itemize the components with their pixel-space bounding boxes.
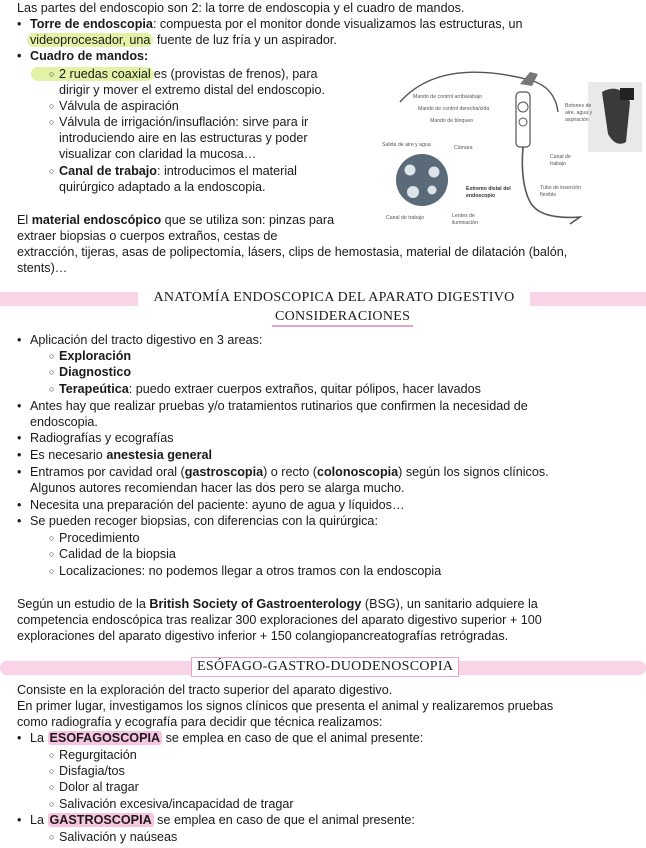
material-label: material endoscópico [31, 213, 162, 227]
endoscope-diagram [380, 62, 642, 232]
material-pre: El [17, 213, 32, 227]
list-item [30, 464, 549, 480]
label-canal-2: trabajo [550, 161, 566, 167]
label-tubo: Tubo de inserción [540, 185, 582, 191]
list-item [30, 730, 423, 746]
material-text: que se utiliza son: pinzas para [161, 213, 335, 227]
label-canal-trabajo: Canal de trabajo [386, 215, 425, 221]
label-mando-bloqueo: Mando de bloqueo [430, 118, 473, 124]
label-mando-derecha: Mando de control derecha/izda [418, 106, 490, 112]
list-item [30, 812, 415, 828]
label-botones-2: aire, agua y [565, 110, 593, 116]
list-subitem: ○ Diagnostico [59, 364, 131, 380]
list-subitem: ○ Regurgitación [59, 747, 137, 763]
list-item: • Aplicación del tracto digestivo en 3 areas: [30, 332, 262, 348]
canal-label: Canal de trabajo [59, 164, 157, 178]
bsg-rest: (BSG), un sanitario adquiere la [361, 597, 538, 611]
label-mando-arriba: Mando de control arriba/abajo [413, 94, 482, 100]
control-knob-shape [520, 72, 538, 86]
list-item-cont: Algunos autores recomiendan hacer las dos pero se alarga mucho. [30, 481, 405, 495]
canal-cont: quirúrgico adaptado a la endoscopia. [59, 180, 266, 194]
anestesia-pre: Es necesario [30, 448, 107, 462]
valvula-irrigacion: ○ Válvula de irrigación/insuflación: sirve para ir [59, 114, 308, 130]
material-l2: extraer biopsias o cuerpos extraños, cestas de [17, 229, 278, 243]
list-subitem: ○ Localizaciones: no podemos llegar a otros tramos con la endoscopia [59, 563, 441, 579]
bsg-paragraph [17, 596, 538, 612]
paragraph: Consiste en la exploración del tracto superior del aparato digestivo. [17, 683, 393, 697]
terapeutica-text: : puedo extraer cuerpos extraños, quitar pólipos, hacer lavados [128, 382, 481, 396]
bsg-paragraph-l3: exploraciones del aparato digestivo inferior + 150 colangiopancreatografías retrógradas. [17, 629, 509, 643]
esof-pre: La [30, 731, 48, 745]
label-botones-3: aspiración [565, 117, 589, 123]
list-subitem: ○ Calidad de la biopsia [59, 546, 176, 562]
material-line [17, 212, 334, 228]
list-subitem: ○ Salivación excesiva/incapacidad de tragar [59, 796, 294, 812]
list-item-cont: endoscopia. [30, 415, 98, 429]
tip-lens-shape [429, 167, 440, 178]
list-item: • Se pueden recoger biopsias, con diferencias con la quirúrgica: [30, 513, 378, 529]
label-canal: Canal de [550, 154, 571, 160]
material-l3: extracción, tijeras, asas de polipectomía, lásers, clips de hemostasia, material de dilatación (balón, [17, 245, 568, 259]
list-subitem [59, 381, 481, 397]
material-l4: stents)… [17, 261, 68, 275]
torre-highlight: videoprocesador, una [27, 33, 153, 47]
gastroscopia-highlight: GASTROSCOPIA [49, 813, 152, 827]
ruedas-cont: dirigir y mover el extremo distal del endoscopio. [59, 83, 325, 97]
label-extremo: Extremo distal del [466, 186, 511, 192]
torre-label: Torre de endoscopia [30, 17, 153, 31]
bsg-pre: Según un estudio de la [17, 597, 150, 611]
label-lentes-2: iluminación [452, 220, 478, 226]
gas-pre: La [30, 813, 48, 827]
torre-text: : compuesta por el monitor donde visualizamos las estructuras, un [152, 17, 523, 31]
list-item [30, 447, 212, 463]
list-subitem: ○ Dolor al tragar [59, 779, 139, 795]
valvula-irrigacion-l3: visualizar con claridad la mucosa… [59, 147, 257, 161]
intro-line: Las partes del endoscopio son 2: la torre de endoscopia y el cuadro de mandos. [17, 1, 465, 15]
list-subitem: ○ Disfagia/tos [59, 763, 125, 779]
entrada-pre: Entramos por cavidad oral ( [30, 465, 185, 479]
section-title: ANATOMÍA ENDOSCOPICA DEL APARATO DIGESTIVO [138, 290, 530, 306]
list-item: • Necesita una preparación del paciente: ayuno de agua y líquidos… [30, 497, 405, 513]
tip-lens-shape [405, 165, 416, 176]
esof-rest: se emplea en caso de que el animal presente: [162, 731, 424, 745]
list-item: • Radiografías y ecografías [30, 430, 174, 446]
canal-item [59, 163, 297, 179]
list-item: • Antes hay que realizar pruebas y/o tratamientos rutinarios que confirmen la necesidad de [30, 398, 528, 414]
ruedas-highlight: 2 ruedas coaxial [31, 67, 154, 81]
gastroscopia-term: gastroscopia [184, 465, 264, 479]
tip-lens-shape [428, 186, 437, 195]
entrada-end: ) según los signos clínicos. [398, 465, 549, 479]
paragraph: como radiografía y ecografía para decidir que técnica realizamos: [17, 715, 383, 729]
endoscope-photo-shape [620, 88, 634, 100]
valvula-irrigacion-l2: introduciendo aire en las estructuras y poder [59, 131, 308, 145]
ruedas-item [59, 66, 318, 82]
colonoscopia-term: colonoscopia [316, 465, 399, 479]
list-subitem: ○ Salivación y naúseas [59, 829, 177, 845]
bsg-name: British Society of Gastroenterology [149, 597, 362, 611]
control-body-shape [516, 92, 530, 147]
torre-item [30, 16, 523, 32]
list-subitem: ○ Procedimiento [59, 530, 140, 546]
label-tubo-2: flexible [540, 192, 557, 198]
paragraph: En primer lugar, investigamos los signos clínicos que presenta el animal y realizaremos pruebas [17, 699, 554, 713]
entrada-mid: ) o recto ( [263, 465, 317, 479]
list-subitem: ○ Exploración [59, 348, 131, 364]
bsg-paragraph-l2: competencia endoscópica tras realizar 300 exploraciones del aparato digestivo superior + 100 [17, 613, 542, 627]
section-subtitle: CONSIDERACIONES [272, 309, 413, 327]
label-lentes: Lentes de [452, 213, 475, 219]
canal-text: : introducimos el material [156, 164, 297, 178]
label-extremo-2: endoscopio [466, 193, 496, 199]
terapeutica-label: Terapeútica [59, 382, 129, 396]
label-salida: Salida de aire y agua [382, 142, 431, 148]
cuadro-label: • Cuadro de mandos: [30, 48, 148, 64]
torre-item-cont [27, 32, 337, 48]
label-camara: Cámara [454, 145, 473, 151]
gas-rest: se emplea en caso de que el animal presente: [153, 813, 415, 827]
tip-channel-shape [407, 186, 419, 198]
valvula-aspiracion: ○ Válvula de aspiración [59, 98, 179, 114]
anestesia-label: anestesia general [106, 448, 213, 462]
label-botones: Botones de [565, 103, 592, 109]
ruedas-text: es (provistas de frenos), para [153, 67, 318, 81]
section-title: ESÓFAGO-GASTRO-DUODENOSCOPIA [191, 657, 459, 677]
torre-end: fuente de luz fría y un aspirador. [153, 33, 337, 47]
distal-tip-shape [396, 154, 448, 206]
esofagoscopia-highlight: ESOFAGOSCOPIA [49, 731, 161, 745]
